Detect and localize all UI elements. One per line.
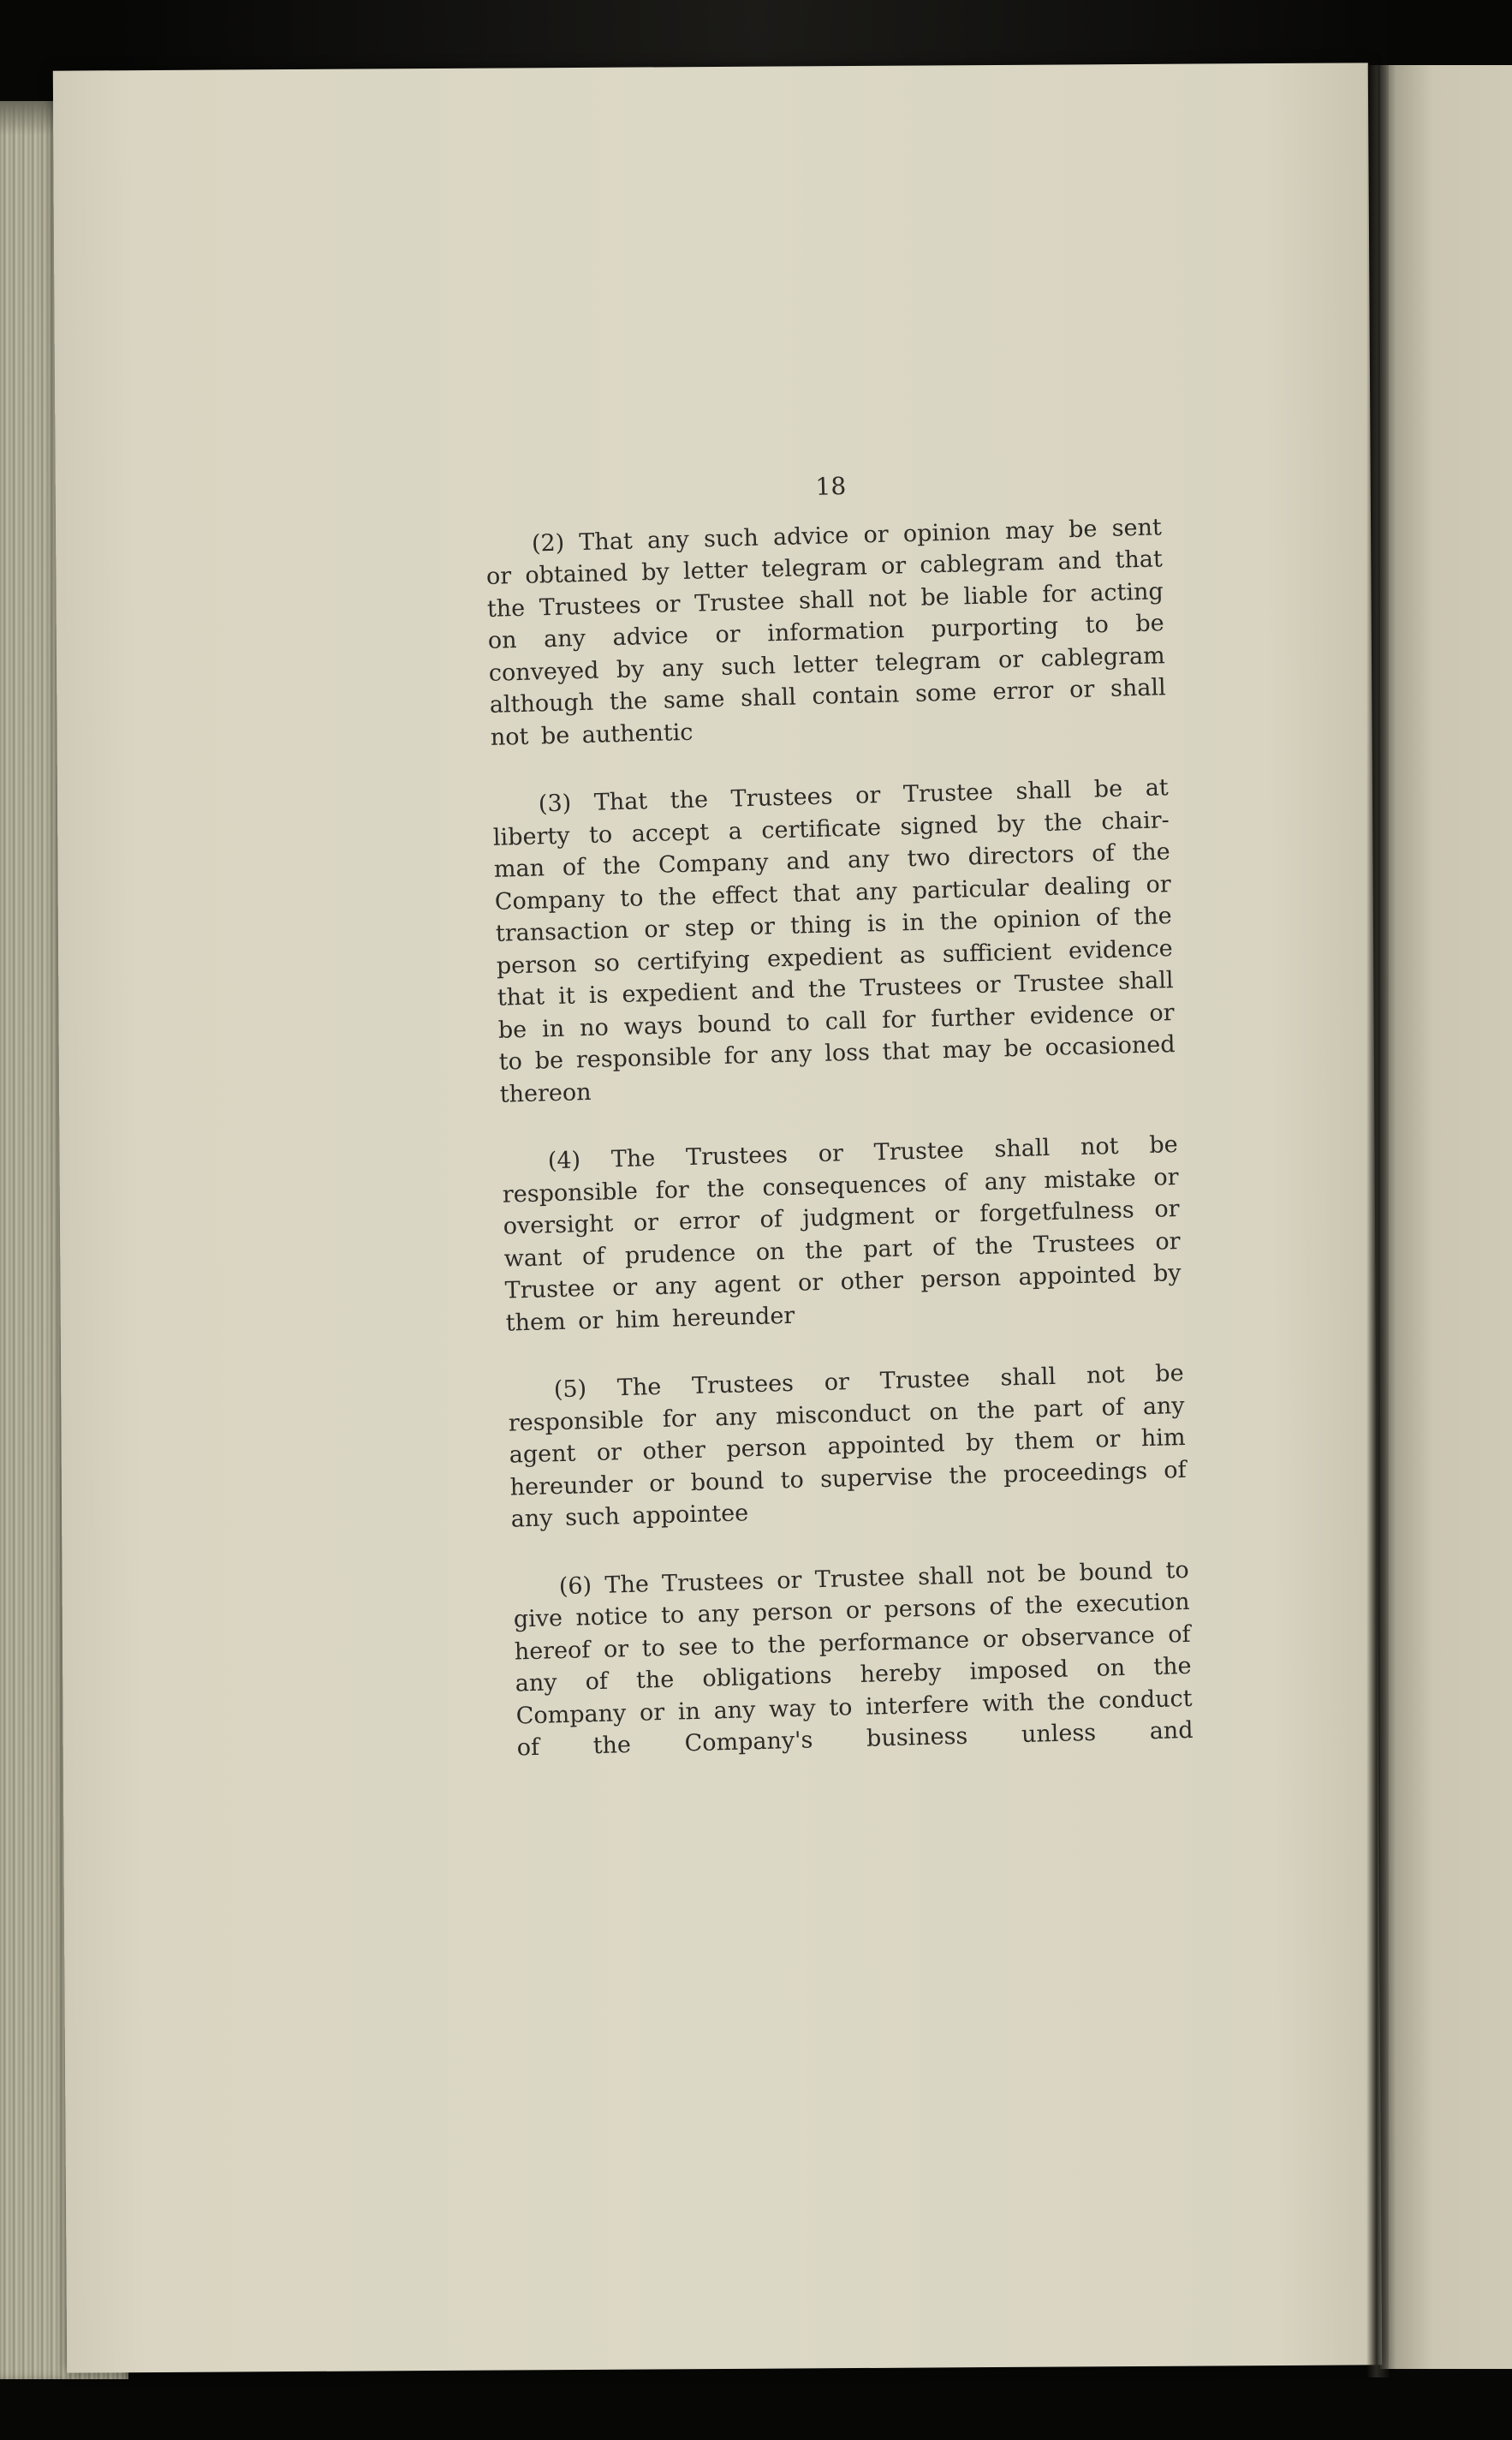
facing-page-edge [1380,65,1512,2369]
paragraph-2: (2) That any such advice or opinion may be sent or obtained by letter telegram or cablegram and that the Trustees or Trustee shall not be liable for acting on any advice or information purporting to be conveyed by any such letter telegram or cablegram although the same shall contain some error or shall not be authentic [485,513,1167,751]
page-number: 18 [815,471,847,501]
paragraph-5: (5) The Trustees or Trustee shall not be responsible for any misconduct on the part of any agent or other person appointed by them or him hereunder or bound to supervise the proceedings of any such appointee [508,1359,1187,1533]
paragraph-6: (6) The Trustees or Trustee shall not be bound to give notice to any person or persons of the execution hereof or to see to the performance or observance of any of the obligations hereby imposed on the Company or in any way to interfere with the conduct of the Company's business unless and [513,1556,1194,1762]
paragraph-4: (4) The Trustees or Trustee shall not be responsible for the consequences of any mistake or oversight or error of judgment or forgetfulness or want of prudence on the part of the Trustees or Trustee or any agent or other person appointed by them or him hereunder [502,1131,1182,1337]
paragraph-3: (3) That the Trustees or Trustee shall be at liberty to accept a certificate signed by the chair- man of the Company and any two directors of the Company to the effect that any particular dealing or transaction or step or thing is in the opinion of the person so certifying expedient as sufficient evidence that it is expedient and the Trustees or Trustee shall be in no ways bound to call for further evidence or to be responsible for any loss that may be occasioned thereon [492,774,1176,1108]
gutter-shadow [1366,65,1389,2377]
page-text [484,462,1194,1800]
